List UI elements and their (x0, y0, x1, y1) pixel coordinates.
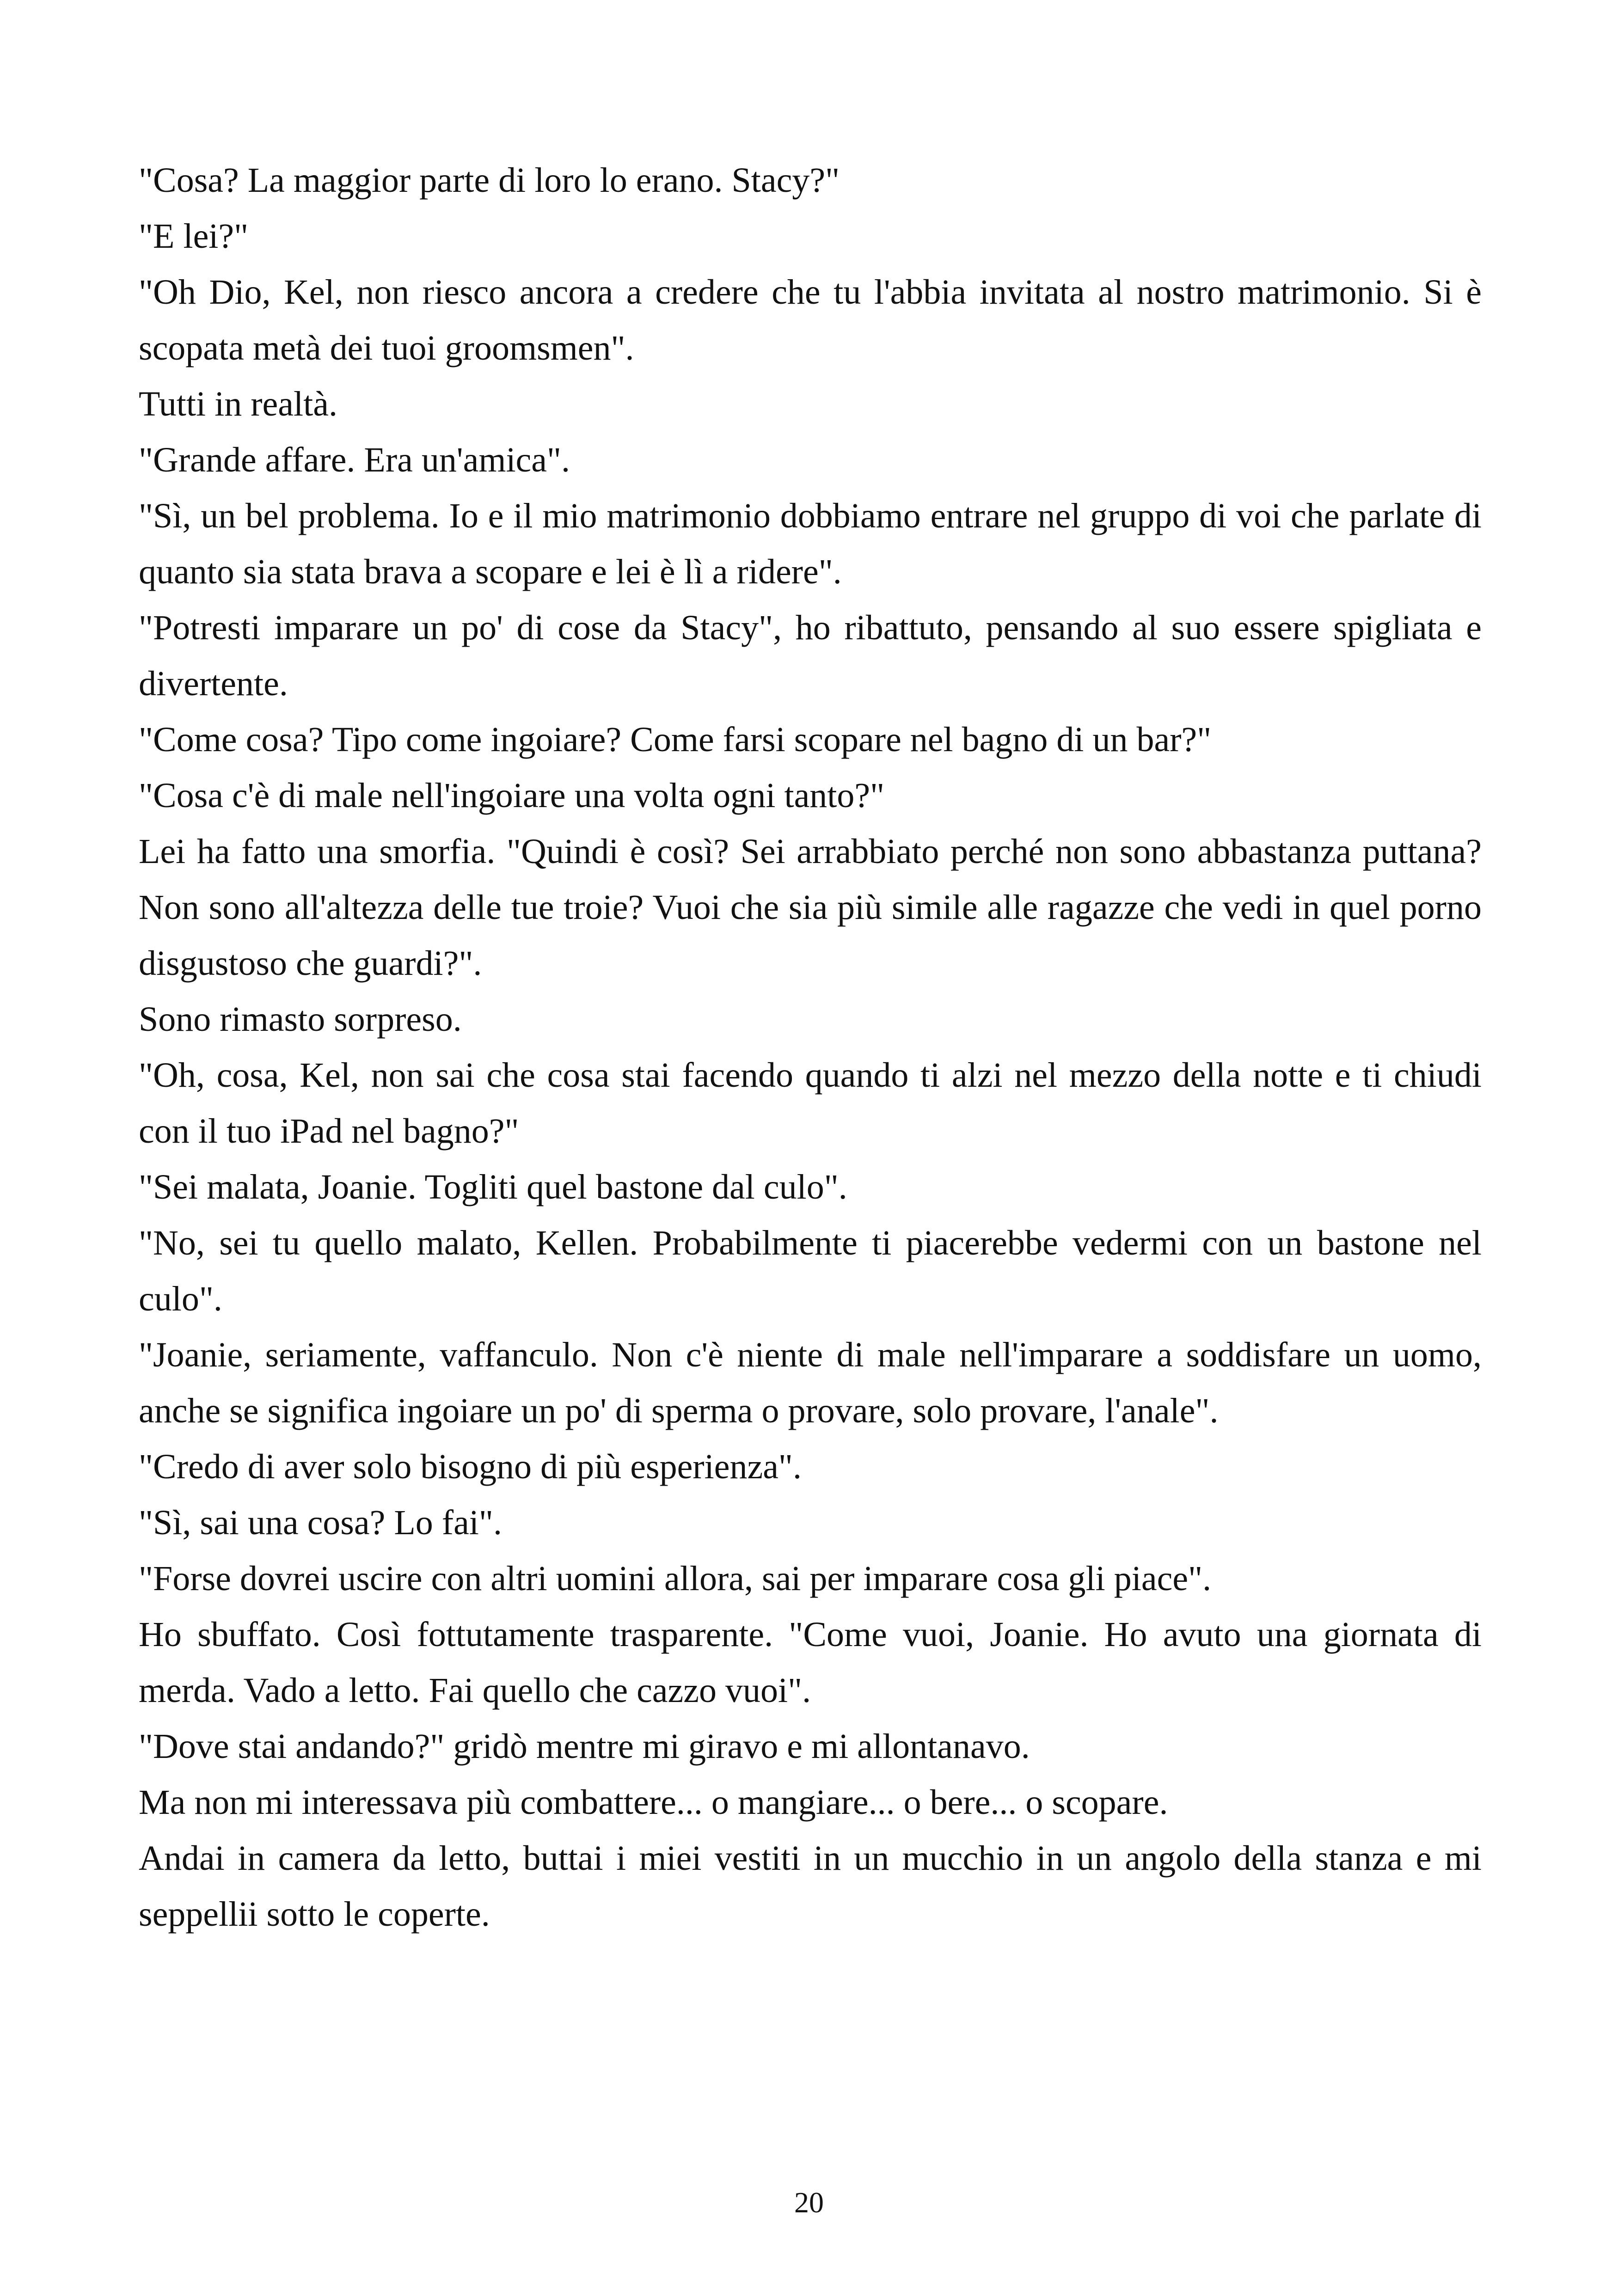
paragraph: "Come cosa? Tipo come ingoiare? Come farsi scopare nel bagno di un bar?" (139, 720, 1212, 759)
paragraph: "Potresti imparare un po' di cose da Stacy", ho ribattuto, pensando al suo essere spigliata e divertente. (139, 608, 1482, 703)
paragraph: Tutti in realtà. (139, 385, 337, 423)
paragraph: Ma non mi interessava più combattere... o mangiare... o bere... o scopare. (139, 1783, 1168, 1822)
paragraph: "Oh, cosa, Kel, non sai che cosa stai facendo quando ti alzi nel mezzo della notte e ti chiudi con il tuo iPad nel bagno?" (139, 1056, 1482, 1151)
paragraph: "Joanie, seriamente, vaffanculo. Non c'è niente di male nell'imparare a soddisfare un uomo, anche se significa ingoiare un po' di sperma o provare, solo provare, l'anale". (139, 1335, 1482, 1430)
paragraph: Ho sbuffato. Così fottutamente trasparente. "Come vuoi, Joanie. Ho avuto una giornata di merda. Vado a letto. Fai quello che cazzo vuoi". (139, 1615, 1482, 1710)
text-body (139, 153, 1482, 1942)
paragraph: Andai in camera da letto, buttai i miei vestiti in un mucchio in un angolo della stanza e mi seppellii sotto le coperte. (139, 1839, 1482, 1934)
paragraph: "Sei malata, Joanie. Togliti quel bastone dal culo". (139, 1168, 847, 1206)
paragraph: "Oh Dio, Kel, non riesco ancora a credere che tu l'abbia invitata al nostro matrimonio. Si è scopata metà dei tuoi groomsmen". (139, 273, 1482, 367)
paragraph: "Sì, un bel problema. Io e il mio matrimonio dobbiamo entrare nel gruppo di voi che parlate di quanto sia stata brava a scopare e lei è lì a ridere". (139, 496, 1482, 591)
paragraph: "E lei?" (139, 217, 249, 256)
paragraph: "Grande affare. Era un'amica". (139, 441, 570, 479)
paragraph: Sono rimasto sorpreso. (139, 1000, 462, 1039)
paragraph: "Cosa? La maggior parte di loro lo erano. Stacy?" (139, 161, 840, 200)
paragraph: "Credo di aver solo bisogno di più esperienza". (139, 1447, 802, 1486)
paragraph: "Dove stai andando?" gridò mentre mi giravo e mi allontanavo. (139, 1727, 1030, 1766)
paragraph: "No, sei tu quello malato, Kellen. Probabilmente ti piacerebbe vedermi con un bastone nel culo". (139, 1224, 1482, 1318)
paragraph: "Sì, sai una cosa? Lo fai". (139, 1503, 502, 1542)
paragraph: Lei ha fatto una smorfia. "Quindi è così? Sei arrabbiato perché non sono abbastanza puttana? Non sono all'altezza delle tue troie? Vuoi che sia più simile alle ragazze che vedi in quel porno disgustoso che guardi?". (139, 832, 1482, 983)
page-number: 20 (794, 2186, 824, 2219)
paragraph: "Forse dovrei uscire con altri uomini allora, sai per imparare cosa gli piace". (139, 1559, 1212, 1598)
paragraph: "Cosa c'è di male nell'ingoiare una volta ogni tanto?" (139, 776, 885, 815)
